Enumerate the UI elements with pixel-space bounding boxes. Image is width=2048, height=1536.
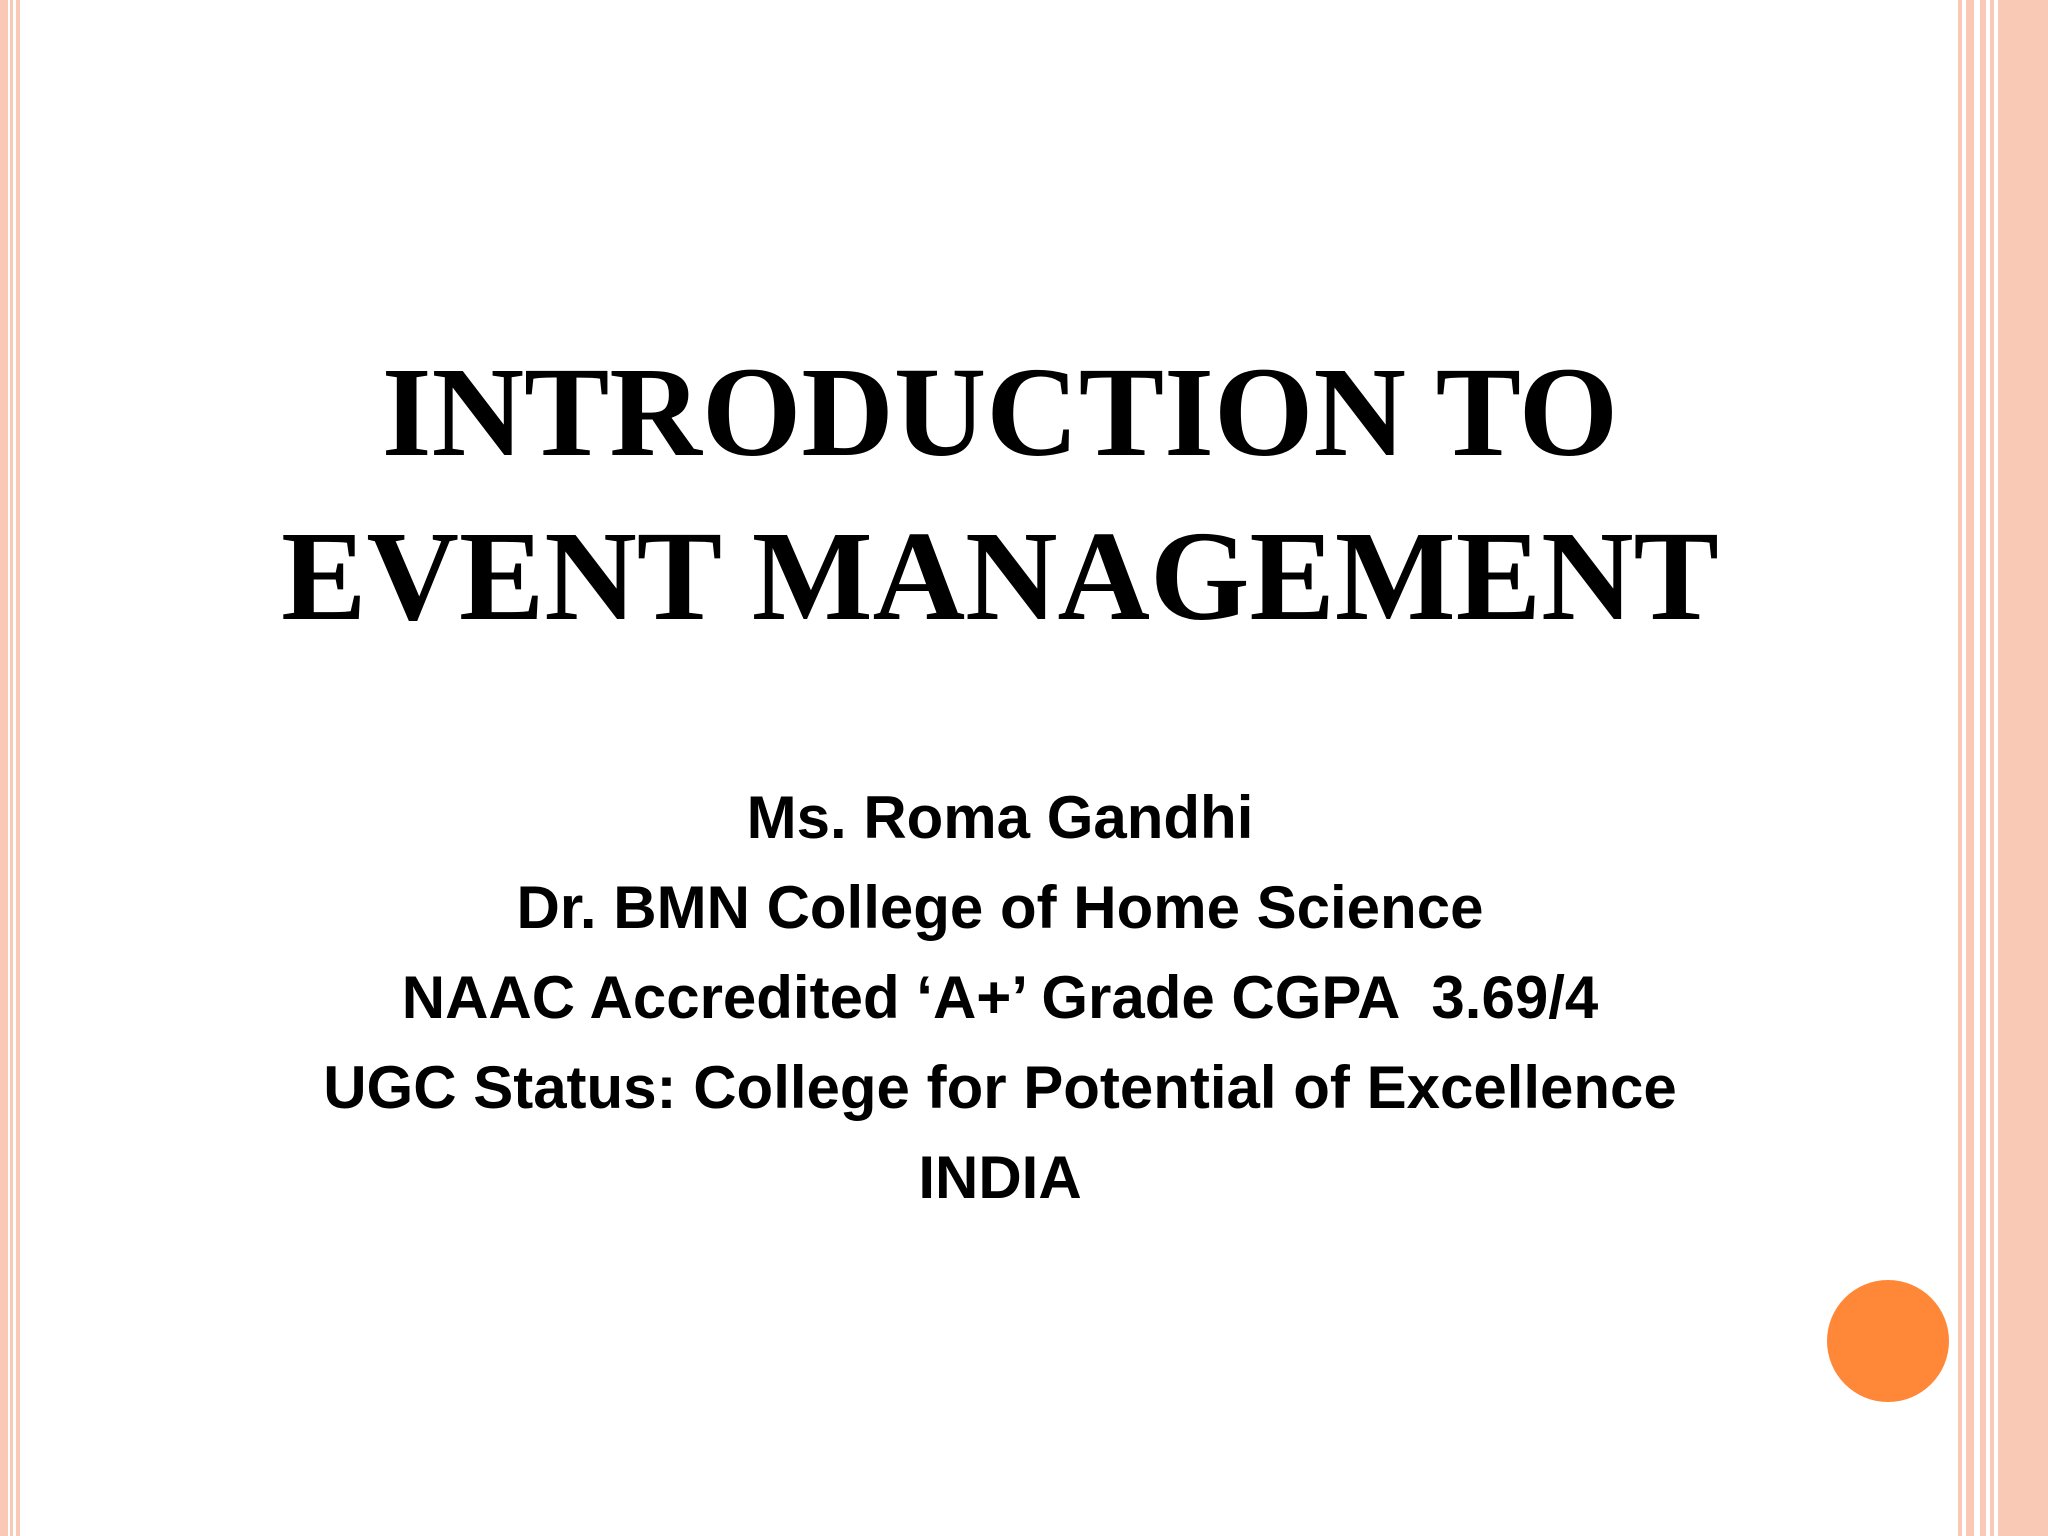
- slide-title: [120, 330, 1880, 658]
- left-border-stripe: [10, 0, 13, 1536]
- right-border-stripe: [1966, 0, 1974, 1536]
- left-border-stripe: [0, 0, 8, 1536]
- accreditation-line: NAAC Accredited ‘A+’ Grade CGPA 3.69/4: [401, 964, 1599, 1031]
- ugc-status-line: UGC Status: College for Potential of Excellence: [323, 1054, 1677, 1121]
- left-border-stripe: [16, 0, 20, 1536]
- right-border-stripe: [1990, 0, 1994, 1536]
- slide-title-line-2: EVENT MANAGEMENT: [281, 505, 1719, 647]
- country-line: INDIA: [918, 1144, 1082, 1211]
- right-border-stripe: [1980, 0, 1986, 1536]
- presenter-name: Ms. Roma Gandhi: [746, 784, 1254, 851]
- right-border-band: [1998, 0, 2048, 1536]
- right-border-stripe: [1958, 0, 1962, 1536]
- accent-circle-icon: [1827, 1280, 1949, 1402]
- slide-title-line-1: INTRODUCTION TO: [381, 341, 1619, 483]
- presenter-info: [120, 773, 1880, 1223]
- college-name: Dr. BMN College of Home Science: [516, 874, 1484, 941]
